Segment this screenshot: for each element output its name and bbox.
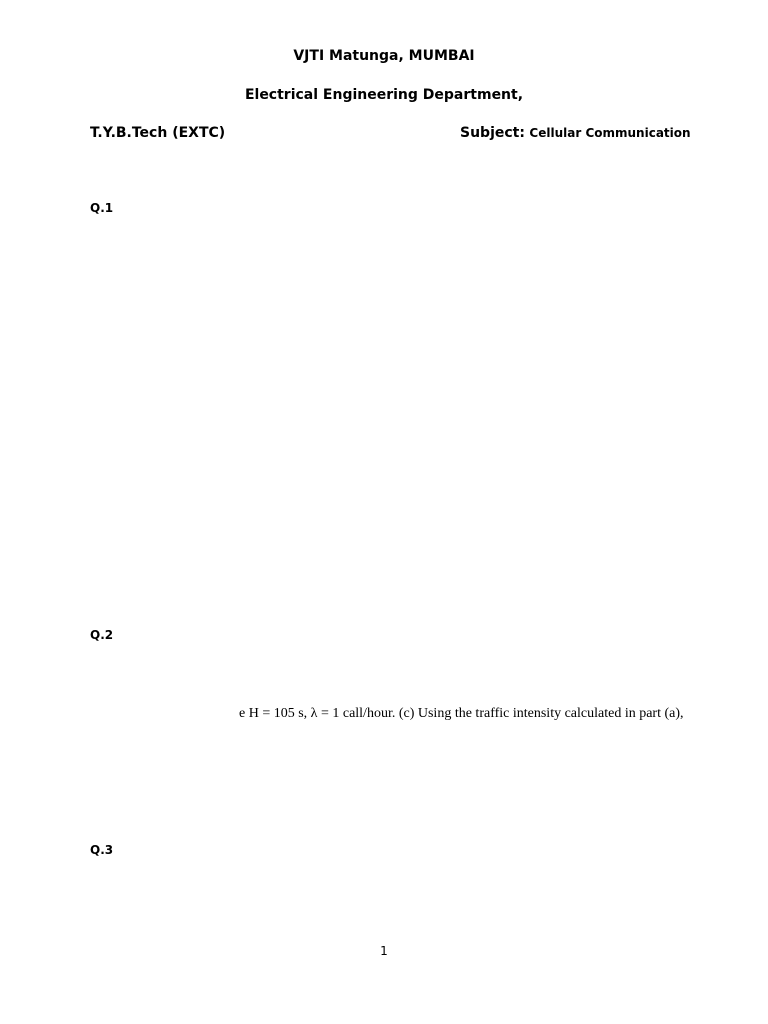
question-3-label: Q.3 <box>90 843 114 857</box>
question-2-label: Q.2 <box>90 628 114 642</box>
institute-title: VJTI Matunga, MUMBAI <box>293 48 475 64</box>
subject-value: Cellular Communication <box>529 126 691 140</box>
subject-line <box>460 125 691 141</box>
course-label: T.Y.B.Tech (EXTC) <box>90 125 226 141</box>
department-title: Electrical Engineering Department, <box>244 87 524 103</box>
question-1-label: Q.1 <box>90 201 114 215</box>
question-2-text-fragment: e H = 105 s, λ = 1 call/hour. (c) Using the traffic intensity calculated in part (a), <box>239 706 684 721</box>
subject-label: Subject: <box>460 125 525 141</box>
page-number: 1 <box>380 944 388 958</box>
